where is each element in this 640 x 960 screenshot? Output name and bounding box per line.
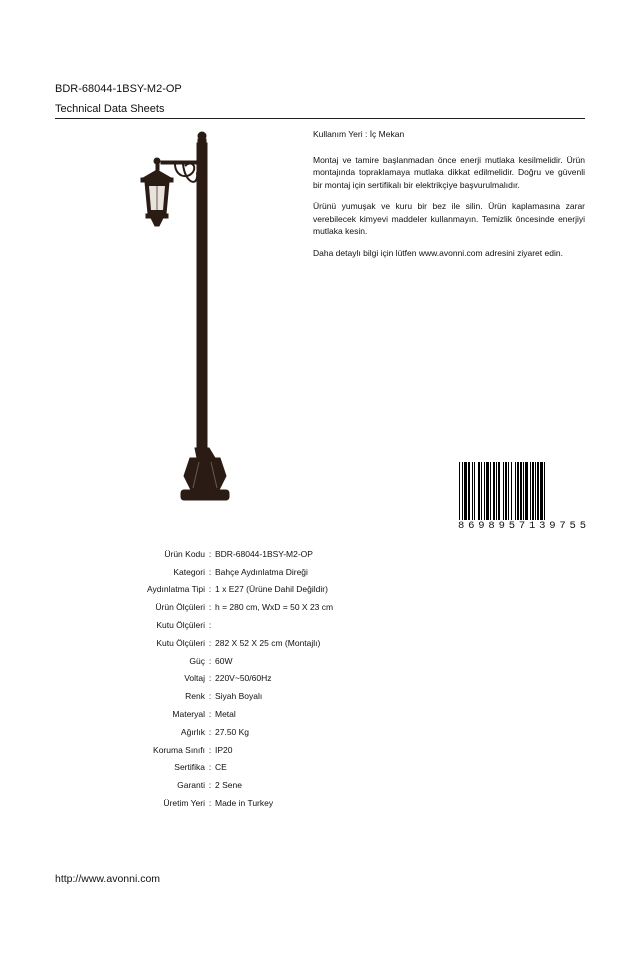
spec-label: Materyal [172, 709, 205, 720]
spec-row-product-code [55, 545, 585, 563]
barcode-bars [458, 460, 586, 522]
spec-row-material [55, 705, 585, 723]
spec-row-box-dimensions-assembled [55, 634, 585, 652]
spec-label: Kutu Ölçüleri [156, 637, 205, 648]
spec-label: Güç [189, 655, 205, 666]
product-image-lamp-post [135, 128, 235, 508]
spec-label: Ürün Kodu [164, 548, 205, 559]
spec-separator: : [208, 709, 212, 720]
spec-row-warranty [55, 776, 585, 794]
spec-value: h = 280 cm, WxD = 50 X 23 cm [215, 602, 334, 613]
header-title: Technical Data Sheets [55, 103, 165, 115]
spec-label: Voltaj [184, 673, 205, 684]
spec-separator: : [208, 744, 212, 755]
spec-separator: : [208, 673, 212, 684]
spec-value: 282 X 52 X 25 cm (Montajlı) [215, 637, 321, 648]
spec-row-protection-class [55, 741, 585, 759]
spec-value: Siyah Boyalı [215, 691, 263, 702]
barcode-digit: 6 [468, 520, 475, 532]
spec-label: Ağırlık [180, 726, 205, 737]
spec-value: 220V~50/60Hz [215, 673, 272, 684]
spec-label: Kutu Ölçüleri [156, 620, 205, 631]
spec-row-box-dimensions [55, 616, 585, 634]
spec-row-voltage [55, 670, 585, 688]
spec-label: Aydınlatma Tipi [147, 584, 205, 595]
spec-row-color [55, 687, 585, 705]
spec-value: BDR-68044-1BSY-M2-OP [215, 548, 313, 559]
spec-separator: : [208, 780, 212, 791]
spec-label: Sertifika [174, 762, 205, 773]
spec-row-product-dimensions [55, 598, 585, 616]
spec-value: IP20 [215, 744, 233, 755]
spec-separator: : [208, 762, 212, 773]
spec-value: 2 Sene [215, 780, 242, 791]
spec-separator: : [208, 798, 212, 809]
barcode-digit: 9 [478, 520, 485, 532]
spec-value: 1 x E27 (Ürüne Dahil Değildir) [215, 584, 328, 595]
spec-separator: : [208, 584, 212, 595]
barcode-digit: 9 [498, 520, 505, 532]
spec-value: Metal [215, 709, 236, 720]
barcode-digit: 7 [559, 520, 566, 532]
spec-value: 60W [215, 655, 233, 666]
spec-separator: : [208, 655, 212, 666]
spec-row-lighting-type [55, 581, 585, 599]
spec-row-weight [55, 723, 585, 741]
barcode [458, 460, 586, 534]
info-paragraph: Montaj ve tamire başlanmadan önce enerji mutlaka kesilmelidir. Ürün montajında topraklamaya mutlaka dikkat edilmelidir. Doğru ve güvenli bir montaj için sertifikalı bir elektrikçiye başvurulmalıdır. [313, 154, 585, 190]
info-panel [313, 128, 585, 268]
spec-label: Ürün Ölçüleri [155, 602, 205, 613]
spec-row-certificate [55, 759, 585, 777]
barcode-digit: 8 [458, 520, 465, 532]
spec-separator: : [208, 548, 212, 559]
header-product-code: BDR-68044-1BSY-M2-OP [55, 83, 182, 95]
spec-value: CE [215, 762, 227, 773]
spec-separator: : [208, 602, 212, 613]
spec-label: Üretim Yeri [163, 798, 205, 809]
spec-value: 27.50 Kg [215, 726, 250, 737]
barcode-digit: 1 [528, 520, 536, 532]
info-paragraph: Daha detaylı bilgi için lütfen www.avonni.com adresini ziyaret edin. [313, 247, 563, 258]
spec-separator: : [208, 620, 212, 631]
footer-website-link[interactable]: http://www.avonni.com [55, 873, 161, 885]
spec-value: Bahçe Aydınlatma Direği [215, 566, 308, 577]
barcode-digit: 8 [488, 520, 495, 532]
barcode-digit: 5 [569, 520, 576, 532]
spec-separator: : [208, 726, 212, 737]
info-paragraph: Ürünü yumuşak ve kuru bir bez ile silin. Ürün kaplamasına zarar verebilecek kimyevi maddeler kullanmayın. Temizlik öncesinde enerjiyi mutlaka kesin. [313, 201, 585, 236]
header-divider [55, 118, 585, 119]
barcode-digits [458, 520, 586, 532]
spec-table [55, 545, 585, 812]
usage-location: Kullanım Yeri : İç Mekan [313, 129, 405, 139]
barcode-digit: 5 [579, 520, 586, 532]
barcode-digit: 7 [518, 520, 526, 532]
spec-label: Garanti [177, 780, 205, 791]
spec-label: Kategori [173, 566, 205, 577]
spec-row-category [55, 563, 585, 581]
spec-label: Renk [185, 691, 205, 702]
spec-value: Made in Turkey [215, 798, 274, 809]
spec-row-power [55, 652, 585, 670]
spec-separator: : [208, 637, 212, 648]
spec-label: Koruma Sınıfı [153, 744, 205, 755]
barcode-digit: 9 [549, 520, 556, 532]
spec-separator: : [208, 566, 212, 577]
barcode-digit: 5 [508, 520, 516, 532]
barcode-digit: 3 [539, 520, 546, 532]
spec-row-origin [55, 794, 585, 812]
spec-separator: : [208, 691, 212, 702]
